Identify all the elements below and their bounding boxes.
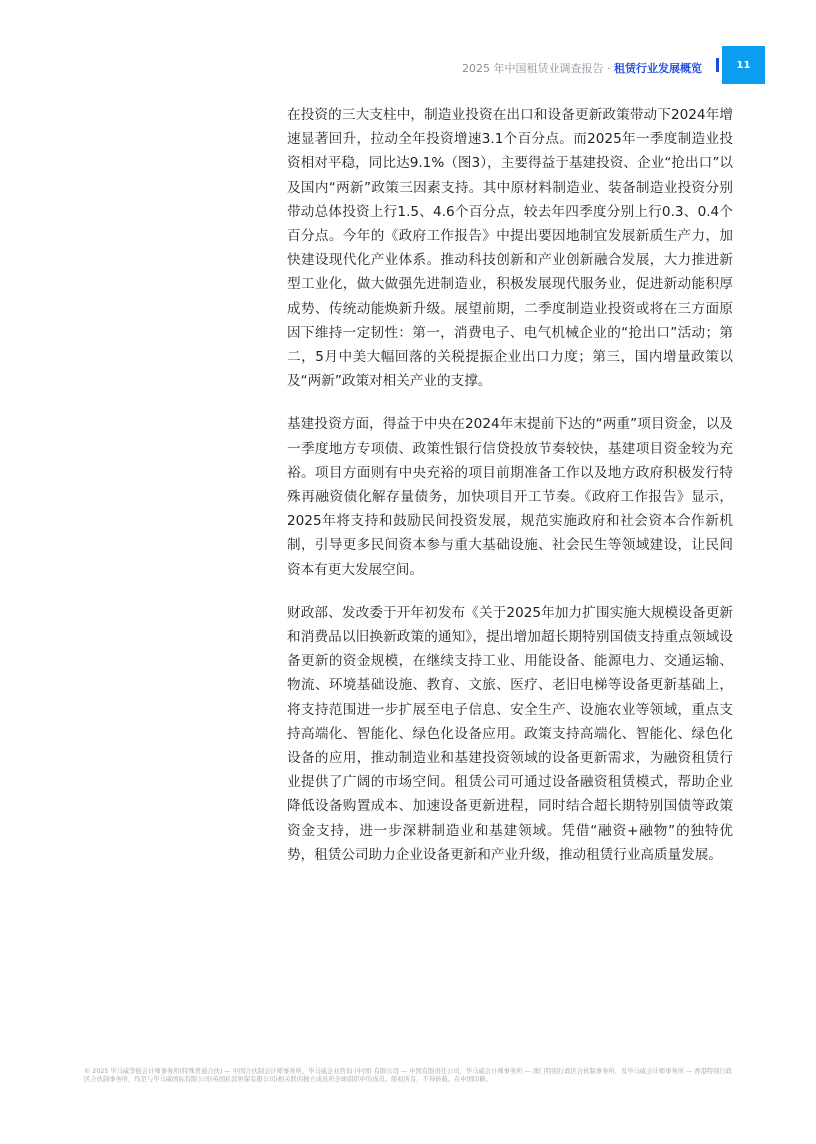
- copyright-footer: © 2025 毕马威华振会计师事务所(特殊普通合伙) — 中国合伙制会计师事务所，毕马威企业咨询 (中国) 有限公司 — 中国有限责任公司，毕马威会计师事务所 — 澳门特别行政区合伙制事务所，及毕马威会计师事务所 — 香港特别行政区合伙制事务所，均是与毕马威国际有限公司(英国私营担保有限公司)相关联的独立成员所全球组织中的成员。版权所有，不得转载。在中国印刷。: [84, 1068, 733, 1084]
- paragraph-infrastructure-investment: 基建投资方面，得益于中央在2024年末提前下达的“两重”项目资金，以及一季度地方专项债、政策性银行信贷投放节奏较快，基建项目资金较为充裕。项目方面则有中央充裕的项目前期准备工作以及地方政府积极发行特殊再融资债化解存量债务，加快项目开工节奏。《政府工作报告》显示，2025年将支持和鼓励民间投资发展，规范实施政府和社会资本合作新机制，引导更多民间资本参与重大基础设施、社会民生等领域建设，让民间资本有更大发展空间。: [287, 416, 733, 578]
- body-content: [287, 103, 733, 886]
- header-title: [462, 60, 702, 76]
- header-accent-bar: [716, 58, 719, 72]
- header-title-regular: 2025 年中国租赁业调查报告 ·: [462, 62, 614, 75]
- paragraph-manufacturing-investment: 在投资的三大支柱中，制造业投资在出口和设备更新政策带动下2024年增速显著回升，拉动全年投资增速3.1个百分点。而2025年一季度制造业投资相对平稳，同比达9.1%（图3），主要得益于基建投资、企业“抢出口”以及国内“两新”政策三因素支持。其中原材料制造业、装备制造业投资分别带动总体投资上行1.5、4.6个百分点，较去年四季度分别上行0.3、0.4个百分点。今年的《政府工作报告》中提出要因地制宜发展新质生产力，加快建设现代化产业体系。推动科技创新和产业创新融合发展，大力推进新型工业化，做大做强先进制造业，积极发展现代服务业，促进新动能积厚成势、传统动能焕新升级。展望前期，二季度制造业投资或将在三方面原因下维持一定韧性：第一，消费电子、电气机械企业的“抢出口”活动；第二，5月中美大幅回落的关税提振企业出口力度；第三，国内增量政策以及“两新”政策对相关产业的支撑。: [287, 107, 733, 390]
- page-number: 11: [722, 46, 765, 84]
- page-header: [0, 46, 816, 84]
- header-title-section: 租赁行业发展概览: [614, 62, 702, 75]
- paragraph-equipment-renewal-policy: 财政部、发改委于开年初发布《关于2025年加力扩围实施大规模设备更新和消费品以旧换新政策的通知》，提出增加超长期特别国债支持重点领域设备更新的资金规模，在继续支持工业、用能设备、能源电力、交通运输、物流、环境基础设施、教育、文旅、医疗、老旧电梯等设备更新基础上，将支持范围进一步扩展至电子信息、安全生产、设施农业等领域，重点支持高端化、智能化、绿色化设备应用。政策支持高端化、智能化、绿色化设备的应用，推动制造业和基建投资领域的设备更新需求，为融资租赁行业提供了广阔的市场空间。租赁公司可通过设备融资租赁模式，帮助企业降低设备购置成本、加速设备更新进程，同时结合超长期特别国债等政策资金支持，进一步深耕制造业和基建领域。凭借“融资+融物”的独特优势，租赁公司助力企业设备更新和产业升级，推动租赁行业高质量发展。: [287, 604, 733, 863]
